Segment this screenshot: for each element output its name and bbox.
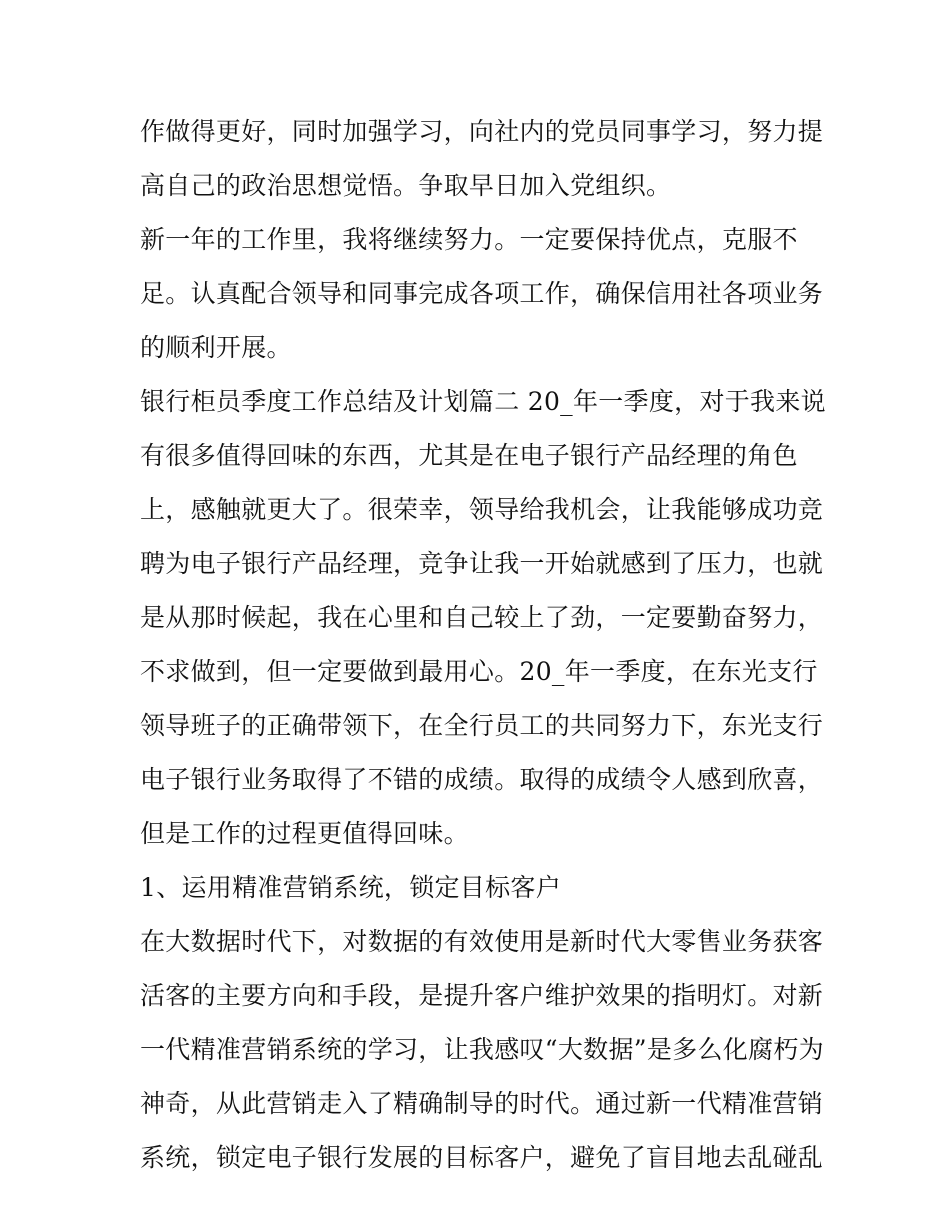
text-line: 有很多值得回味的东西，尤其是在电子银行产品经理的角色 (140, 441, 798, 470)
text-line: 不求做到，但一定要做到最用心。20_年一季度，在东光支行 (140, 657, 818, 686)
section-heading: 1、运用精准营销系统，锁定目标客户 (140, 873, 562, 902)
text-line: 是从那时候起，我在心里和自己较上了劲，一定要勤奋努力， (140, 603, 824, 632)
text-line: 但是工作的过程更值得回味。 (140, 819, 469, 848)
text-line: 电子银行业务取得了不错的成绩。取得的成绩令人感到欣喜， (140, 765, 824, 794)
text-line: 神奇，从此营销走入了精确制导的时代。通过新一代精准营销 (140, 1089, 824, 1118)
text-line: 在大数据时代下，对数据的有效使用是新时代大零售业务获客 (140, 927, 824, 956)
document-body (140, 105, 840, 1185)
text-line: 足。认真配合领导和同事完成各项工作，确保信用社各项业务 (140, 279, 824, 308)
text-line: 银行柜员季度工作总结及计划篇二 20_年一季度，对于我来说 (140, 387, 826, 416)
text-line: 上，感触就更大了。很荣幸，领导给我机会，让我能够成功竞 (140, 495, 824, 524)
text-line: 作做得更好，同时加强学习，向社内的党员同事学习，努力提 (140, 117, 824, 146)
text-line: 系统，锁定电子银行发展的目标客户，避免了盲目地去乱碰乱 (140, 1143, 824, 1172)
text-line: 领导班子的正确带领下，在全行员工的共同努力下，东光支行 (140, 711, 824, 740)
text-line: 的顺利开展。 (140, 333, 292, 362)
text-line: 聘为电子银行产品经理，竞争让我一开始就感到了压力，也就 (140, 549, 824, 578)
text-line: 一代精准营销系统的学习，让我感叹“大数据”是多么化腐朽为 (140, 1035, 824, 1064)
text-line: 活客的主要方向和手段，是提升客户维护效果的指明灯。对新 (140, 981, 824, 1010)
text-line: 高自己的政治思想觉悟。争取早日加入党组织。 (140, 171, 672, 200)
text-line: 新一年的工作里，我将继续努力。一定要保持优点，克服不 (140, 225, 798, 254)
